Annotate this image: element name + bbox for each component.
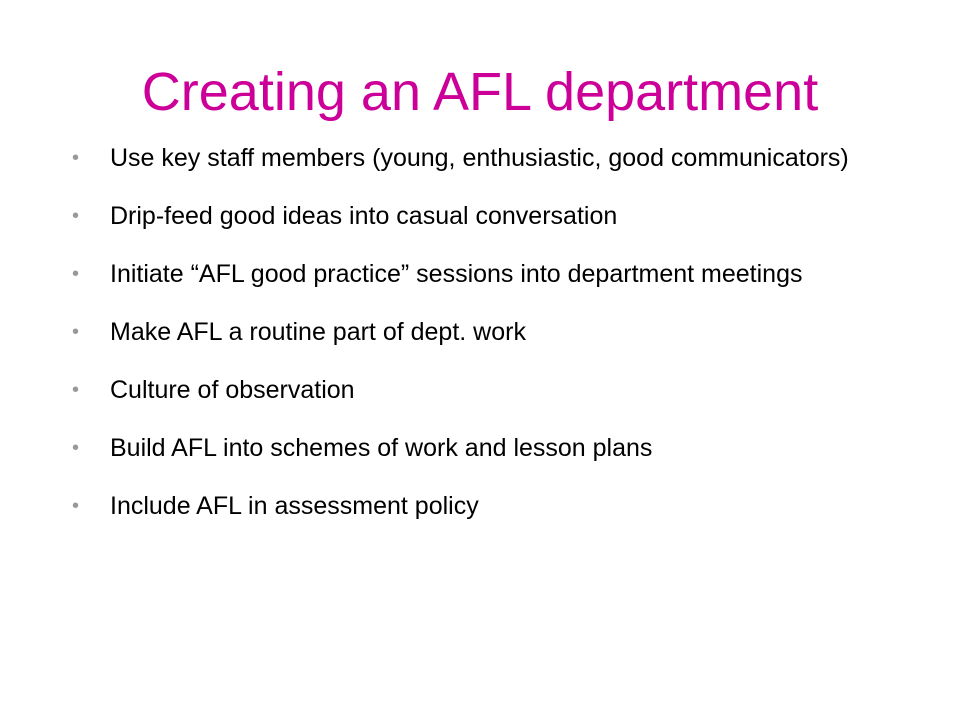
bullet-dot-icon: • (72, 263, 80, 285)
bullet-text: Culture of observation (110, 376, 355, 404)
bullet-item (72, 144, 872, 173)
bullet-dot-icon: • (72, 379, 80, 401)
bullet-text: Use key staff members (young, enthusiastic, good communicators) (110, 144, 849, 172)
bullet-text: Build AFL into schemes of work and lesson plans (110, 434, 653, 462)
bullet-item (72, 434, 872, 463)
slide-title: Creating an AFL department (141, 62, 819, 122)
bullet-item (72, 202, 872, 231)
bullet-item (72, 376, 872, 405)
bullet-item (72, 318, 872, 347)
bullet-dot-icon: • (72, 321, 80, 343)
bullet-list (72, 144, 872, 550)
bullet-dot-icon: • (72, 437, 80, 459)
bullet-text: Include AFL in assessment policy (110, 492, 479, 520)
bullet-text: Make AFL a routine part of dept. work (110, 318, 526, 346)
bullet-item (72, 492, 872, 521)
bullet-dot-icon: • (72, 205, 80, 227)
bullet-item (72, 260, 872, 289)
bullet-text: Drip-feed good ideas into casual conversation (110, 202, 618, 230)
bullet-text: Initiate “AFL good practice” sessions into department meetings (110, 260, 803, 288)
bullet-dot-icon: • (72, 147, 80, 169)
bullet-dot-icon: • (72, 495, 80, 517)
